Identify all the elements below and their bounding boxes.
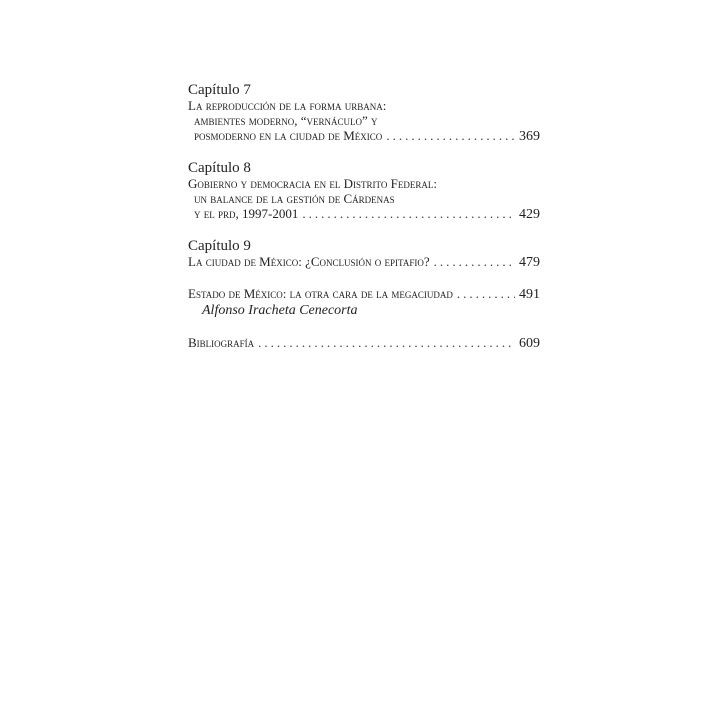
dot-leader [457,286,515,301]
toc-entry-chapter-9 [188,238,540,270]
bibliografia-title [188,335,540,351]
chapter-8-label: Capítulo 8 [188,160,251,176]
chapter-8-title-line-1: Gobierno y democracia en el Distrito Federal: [188,176,437,191]
chapter-8-leader-line [188,206,540,222]
chapter-9-title [188,254,540,270]
estado-de-mexico-author: Alfonso Iracheta Cenecorta [202,303,358,318]
chapter-8-title-line-2: un balance de la gestión de Cárdenas [194,191,395,206]
dot-leader [258,335,515,350]
bibliografia-label: Bibliografía [188,335,255,350]
chapter-9-page-number: 479 [519,255,540,270]
chapter-7-title-line-2: ambientes moderno, “vernáculo” y [194,113,378,128]
chapter-8-title [188,176,540,222]
estado-de-mexico-title [188,286,540,319]
table-of-contents [188,82,540,367]
chapter-8-title-line-3: y el prd, 1997-2001 [194,206,299,221]
estado-de-mexico-page-number: 491 [519,287,540,302]
estado-de-mexico-title-line-1: Estado de México: la otra cara de la megaciudad [188,286,453,301]
chapter-7-title-line-1: La reproducción de la forma urbana: [188,98,387,113]
toc-entry-chapter-8 [188,160,540,222]
chapter-7-title [188,98,540,144]
chapter-7-title-line-3: posmoderno en la ciudad de México [194,128,383,143]
dot-leader [386,128,515,143]
bibliografia-leader-line [188,335,540,351]
toc-entry-bibliografia [188,335,540,351]
chapter-9-title-line-1: La ciudad de México: ¿Conclusión o epitafio? [188,254,430,269]
dot-leader [302,206,515,221]
chapter-7-leader-line [188,128,540,144]
chapter-7-label: Capítulo 7 [188,82,251,98]
dot-leader [434,254,515,269]
chapter-7-page-number: 369 [519,129,540,144]
toc-entry-chapter-7 [188,82,540,144]
chapter-8-page-number: 429 [519,207,540,222]
estado-de-mexico-leader-line [188,286,540,302]
bibliografia-page-number: 609 [519,336,540,351]
chapter-9-label: Capítulo 9 [188,238,251,254]
chapter-9-leader-line [188,254,540,270]
toc-entry-estado-de-mexico [188,286,540,319]
